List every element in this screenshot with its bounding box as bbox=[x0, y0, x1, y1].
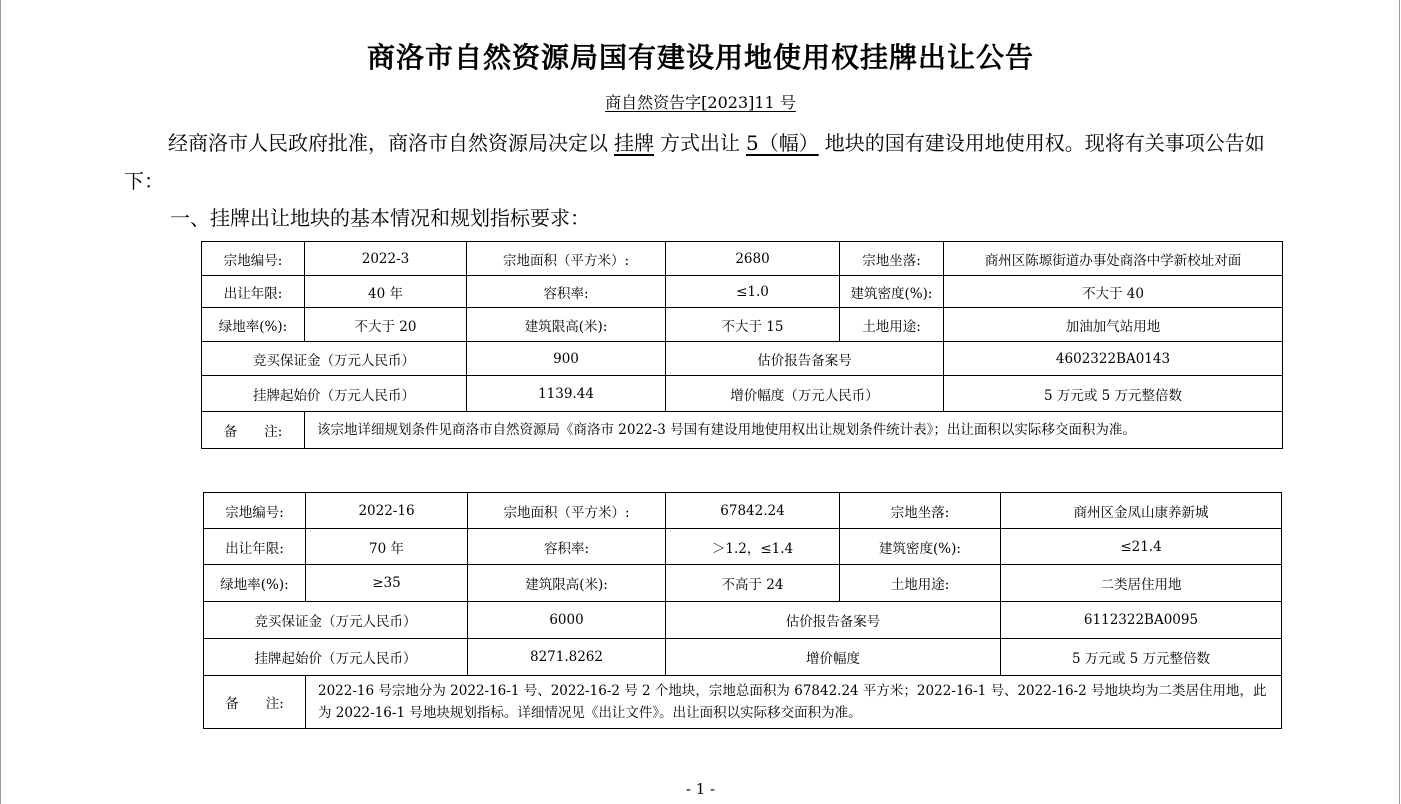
value-area: 2680 bbox=[666, 242, 840, 276]
value-term: 70 年 bbox=[306, 529, 468, 565]
value-density: 不大于 40 bbox=[944, 276, 1283, 308]
label-remarks: 备 注: bbox=[204, 676, 306, 729]
label-density: 建筑密度(%): bbox=[840, 529, 1001, 565]
value-remarks: 2022-16 号宗地分为 2022-16-1 号、2022-16-2 号 2 个地块，宗地总面积为 67842.24 平方米；2022-16-1 号、2022-16-2 号地块均为二类居住用地，此为 2022-16-1 号地块规划指标。详细情况见《出让文件》。出让面积以实际移交面积为准。 bbox=[306, 676, 1282, 729]
label-parcel-no: 宗地编号: bbox=[204, 493, 306, 529]
label-start-price: 挂牌起始价（万元人民币） bbox=[204, 639, 468, 676]
value-increment: 5 万元或 5 万元整倍数 bbox=[944, 376, 1283, 412]
label-appraisal: 估价报告备案号 bbox=[666, 602, 1001, 639]
value-parcel-no: 2022-3 bbox=[305, 242, 467, 276]
label-area: 宗地面积（平方米）: bbox=[468, 493, 666, 529]
label-deposit: 竞买保证金（万元人民币） bbox=[202, 342, 467, 376]
label-increment: 增价幅度 bbox=[666, 639, 1001, 676]
label-location: 宗地坐落: bbox=[840, 493, 1001, 529]
value-deposit: 900 bbox=[467, 342, 666, 376]
value-green: 不大于 20 bbox=[305, 308, 467, 342]
value-deposit: 6000 bbox=[468, 602, 666, 639]
value-start-price: 8271.8262 bbox=[468, 639, 666, 676]
value-location: 商州区金凤山康养新城 bbox=[1001, 493, 1282, 529]
value-far: ＞1.2，≤1.4 bbox=[666, 529, 840, 565]
label-use: 土地用途: bbox=[840, 565, 1001, 602]
value-use: 二类居住用地 bbox=[1001, 565, 1282, 602]
label-start-price: 挂牌起始价（万元人民币） bbox=[202, 376, 467, 412]
section-heading: 一、挂牌出让地块的基本情况和规划指标要求： bbox=[170, 206, 590, 230]
value-area: 67842.24 bbox=[666, 493, 840, 529]
value-increment: 5 万元或 5 万元整倍数 bbox=[1001, 639, 1282, 676]
value-density: ≤21.4 bbox=[1001, 529, 1282, 565]
value-appraisal: 4602322BA0143 bbox=[944, 342, 1283, 376]
value-start-price: 1139.44 bbox=[467, 376, 666, 412]
label-increment: 增价幅度（万元人民币） bbox=[666, 376, 944, 412]
label-density: 建筑密度(%): bbox=[840, 276, 944, 308]
page-title: 商洛市自然资源局国有建设用地使用权挂牌出让公告 bbox=[366, 41, 1034, 74]
label-height: 建筑限高(米): bbox=[468, 565, 666, 602]
value-far: ≤1.0 bbox=[666, 276, 840, 308]
label-height: 建筑限高(米): bbox=[467, 308, 666, 342]
page-number: - 1 - bbox=[685, 780, 716, 798]
value-height: 不高于 24 bbox=[666, 565, 840, 602]
intro-paragraph: 经商洛市人民政府批准，商洛市自然资源局决定以 挂牌 方式出让 5（幅） 地块的国有建设用地使用权。现将有关事项公告如下： bbox=[124, 131, 1265, 193]
label-use: 土地用途: bbox=[840, 308, 944, 342]
label-location: 宗地坐落: bbox=[840, 242, 944, 276]
value-appraisal: 6112322BA0095 bbox=[1001, 602, 1282, 639]
label-area: 宗地面积（平方米）: bbox=[467, 242, 666, 276]
label-deposit: 竞买保证金（万元人民币） bbox=[204, 602, 468, 639]
label-term: 出让年限: bbox=[204, 529, 306, 565]
value-location: 商州区陈塬街道办事处商洛中学新校址对面 bbox=[944, 242, 1283, 276]
value-use: 加油加气站用地 bbox=[944, 308, 1283, 342]
label-far: 容积率: bbox=[468, 529, 666, 565]
value-remarks: 该宗地详细规划条件见商洛市自然资源局《商洛市 2022-3 号国有建设用地使用权出让规划条件统计表》；出让面积以实际移交面积为准。 bbox=[305, 412, 1283, 449]
value-term: 40 年 bbox=[305, 276, 467, 308]
label-remarks: 备 注: bbox=[202, 412, 305, 449]
label-green: 绿地率(%): bbox=[202, 308, 305, 342]
value-parcel-no: 2022-16 bbox=[306, 493, 468, 529]
lot-table-1 bbox=[201, 241, 1283, 449]
label-term: 出让年限: bbox=[202, 276, 305, 308]
value-height: 不大于 15 bbox=[666, 308, 840, 342]
document-number: 商自然资告字[2023]11 号 bbox=[605, 93, 796, 112]
value-green: ≥35 bbox=[306, 565, 468, 602]
label-far: 容积率: bbox=[467, 276, 666, 308]
label-parcel-no: 宗地编号: bbox=[202, 242, 305, 276]
transfer-method: 挂牌 bbox=[614, 131, 654, 155]
lot-table-2 bbox=[203, 492, 1282, 729]
label-green: 绿地率(%): bbox=[204, 565, 306, 602]
parcel-count: 5（幅） bbox=[746, 131, 819, 155]
label-appraisal: 估价报告备案号 bbox=[666, 342, 944, 376]
